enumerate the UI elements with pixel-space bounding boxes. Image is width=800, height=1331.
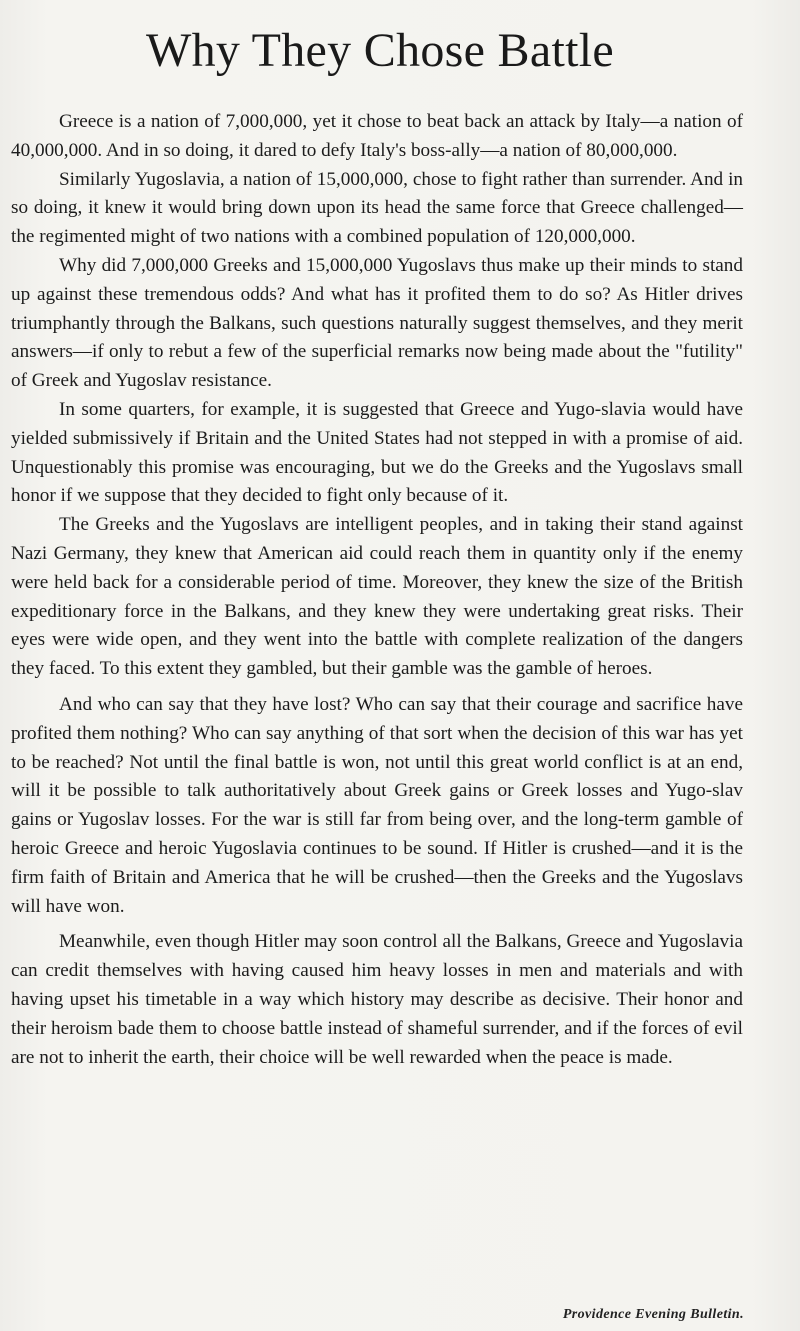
paragraph-4: In some quarters, for example, it is suggested that Greece and Yugo-slavia would have yielded submissively if Britain and the United States had not stepped in with a promise of aid. Unquestionably this promise was encouraging, but we do the Greeks and the Yugoslavs small honor if we suppose that they decided to fight only because of it. bbox=[11, 398, 743, 507]
paragraph-3: Why did 7,000,000 Greeks and 15,000,000 Yugoslavs thus make up their minds to stand up against these tremendous odds? And what has it profited them to do so? As Hitler drives triumphantly through the Balkans, such questions naturally suggest themselves, and they merit answers—if only to rebut a few of the superficial remarks now being made about the "futility" of Greek and Yugoslav resistance. bbox=[11, 254, 743, 392]
paragraph-7: Meanwhile, even though Hitler may soon control all the Balkans, Greece and Yugoslavia can credit themselves with having caused him heavy losses in men and materials and with having upset his timetable in a way which history may describe as decisive. Their honor and their heroism bade them to choose battle instead of shameful surrender, and if the forces of evil are not to inherit the earth, their choice will be well rewarded when the peace is made. bbox=[11, 931, 743, 1068]
paragraph-5: The Greeks and the Yugoslavs are intelligent peoples, and in taking their stand against Nazi Germany, they knew that American aid could reach them in quantity only if the enemy were held back for a considerable period of time. Moreover, they knew the size of the British expeditionary force in the Balkans, and they knew they were undertaking great risks. Their eyes were wide open, and they went into the battle with complete realization of the dangers they faced. To this extent they gambled, but their gamble was the gamble of heroes. bbox=[11, 514, 743, 680]
paragraph-2: Similarly Yugoslavia, a nation of 15,000,000, chose to fight rather than surrender. And in so doing, it knew it would bring down upon its head the same force that Greece challenged—the regimented might of two nations with a combined population of 120,000,000. bbox=[11, 168, 743, 248]
source-credit: Providence Evening Bulletin. bbox=[562, 1307, 744, 1322]
paragraph-1: Greece is a nation of 7,000,000, yet it chose to beat back an attack by Italy—a nation of 40,000,000. And in so doing, it dared to defy Italy's boss-ally—a nation of 80,000,000. bbox=[11, 111, 743, 161]
article-title: Why They Chose Battle bbox=[146, 24, 614, 77]
paragraph-6: And who can say that they have lost? Who can say that their courage and sacrifice have profited them nothing? Who can say anything of that sort when the decision of this war has yet to be reached? Not until the final battle is won, not until this great world conflict is at an end, will it be possible to talk authoritatively about Greek gains or Greek losses and Yugo-slav gains or Yugoslav losses. For the war is still far from being over, and the long-term gamble of heroic Greece and heroic Yugoslavia continues to be sound. If Hitler is crushed—and it is the firm faith of Britain and America that he will be crushed—then the Greeks and the Yugoslavs will have won. bbox=[11, 693, 743, 917]
article-body bbox=[11, 108, 743, 1072]
